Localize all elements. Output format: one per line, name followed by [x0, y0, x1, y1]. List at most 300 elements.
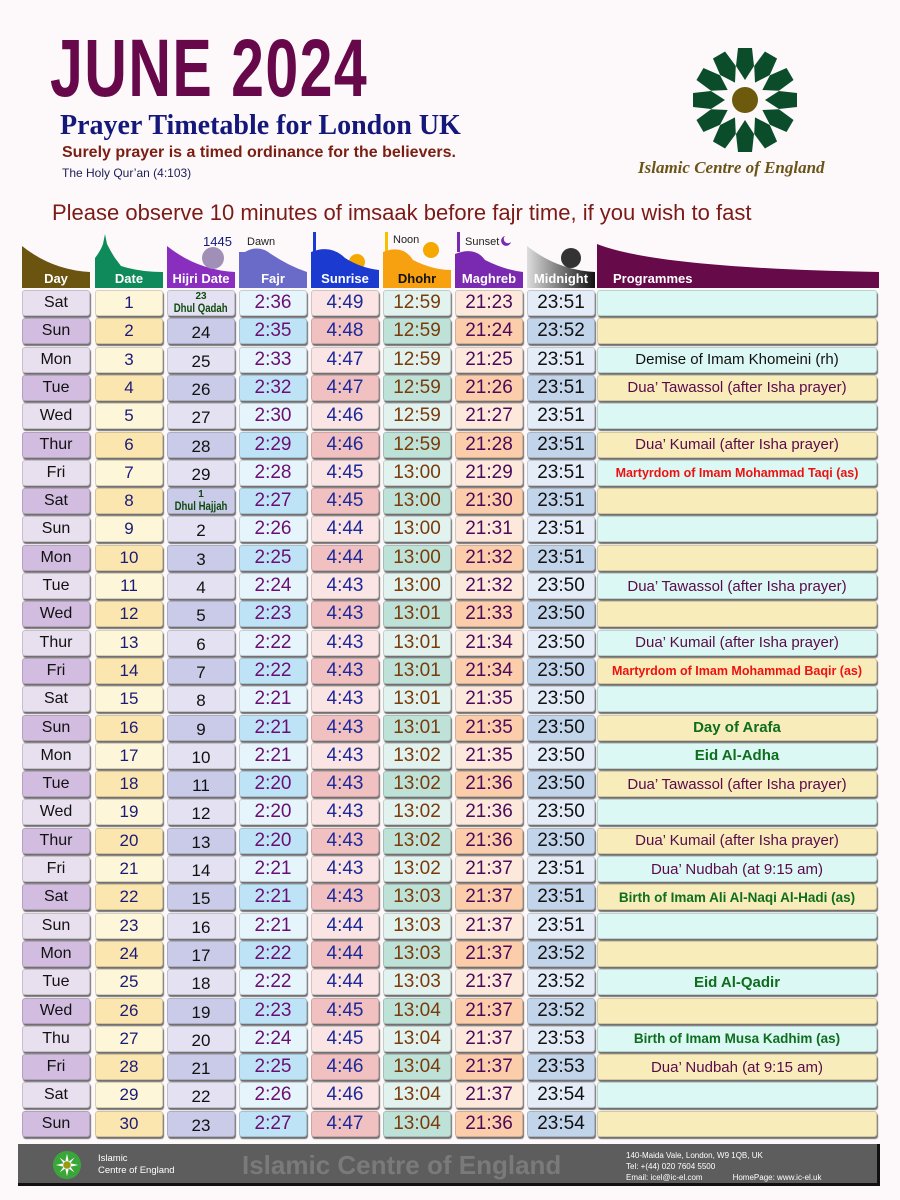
fajr-time: 2:36 [239, 290, 307, 316]
maghreb-time: 21:30 [455, 488, 523, 514]
footer-email[interactable]: Email: icel@ic-el.com [626, 1173, 703, 1182]
date-cell: 18 [95, 771, 163, 797]
maghreb-time: 21:35 [455, 686, 523, 712]
sunrise-time: 4:47 [311, 375, 379, 401]
date-cell: 7 [95, 460, 163, 486]
sunrise-time: 4:45 [311, 998, 379, 1024]
dhohr-time: 13:02 [383, 743, 451, 769]
hijri-day: 23 [195, 291, 207, 302]
midnight-time: 23:51 [527, 432, 595, 458]
table-row [22, 545, 882, 573]
sunrise-time: 4:43 [311, 658, 379, 684]
maghreb-time: 21:36 [455, 771, 523, 797]
sunrise-time: 4:44 [311, 913, 379, 939]
date-cell: 20 [95, 828, 163, 854]
dhohr-time: 13:00 [383, 573, 451, 599]
table-row [22, 375, 882, 403]
hijri-cell: 20 [167, 1026, 235, 1052]
day-cell: Mon [22, 545, 90, 571]
programme-cell [597, 1082, 877, 1108]
page-subtitle: Prayer Timetable for London UK [60, 110, 461, 141]
sunrise-time: 4:43 [311, 884, 379, 910]
fajr-time: 2:29 [239, 432, 307, 458]
footer-homepage[interactable]: HomePage: www.ic-el.uk [732, 1173, 822, 1182]
programme-cell [597, 516, 877, 542]
programme-cell: Eid Al-Adha [597, 743, 877, 769]
hijri-cell: 6 [167, 630, 235, 656]
date-cell: 9 [95, 516, 163, 542]
maghreb-time: 21:34 [455, 630, 523, 656]
midnight-time: 23:50 [527, 828, 595, 854]
midnight-time: 23:52 [527, 998, 595, 1024]
table-row [22, 799, 882, 827]
header-date: Date [95, 232, 163, 288]
sunrise-time: 4:45 [311, 488, 379, 514]
dhohr-time: 12:59 [383, 290, 451, 316]
maghreb-time: 21:32 [455, 545, 523, 571]
programme-cell: Eid Al-Qadir [597, 969, 877, 995]
table-row [22, 488, 882, 516]
fajr-time: 2:22 [239, 969, 307, 995]
programme-cell: Day of Arafa [597, 715, 877, 741]
day-cell: Sun [22, 318, 90, 344]
table-row [22, 941, 882, 969]
day-cell: Wed [22, 998, 90, 1024]
date-cell: 10 [95, 545, 163, 571]
date-cell: 12 [95, 601, 163, 627]
midnight-time: 23:50 [527, 658, 595, 684]
maghreb-time: 21:37 [455, 1082, 523, 1108]
maghreb-time: 21:37 [455, 998, 523, 1024]
sunrise-time: 4:43 [311, 686, 379, 712]
sunrise-time: 4:43 [311, 743, 379, 769]
sunrise-time: 4:43 [311, 601, 379, 627]
hijri-cell: 27 [167, 403, 235, 429]
fajr-time: 2:30 [239, 403, 307, 429]
dhohr-time: 13:02 [383, 856, 451, 882]
midnight-time: 23:50 [527, 715, 595, 741]
fajr-time: 2:21 [239, 715, 307, 741]
date-cell: 5 [95, 403, 163, 429]
table-row [22, 630, 882, 658]
maghreb-time: 21:36 [455, 799, 523, 825]
table-row [22, 1111, 882, 1139]
maghreb-time: 21:37 [455, 856, 523, 882]
header-sunrise: Sunrise [311, 232, 379, 288]
midnight-time: 23:50 [527, 686, 595, 712]
day-cell: Thur [22, 828, 90, 854]
midnight-time: 23:50 [527, 743, 595, 769]
day-cell: Wed [22, 403, 90, 429]
footer-logo-icon [52, 1150, 82, 1180]
fajr-time: 2:21 [239, 743, 307, 769]
sunrise-time: 4:48 [311, 318, 379, 344]
date-cell: 1 [95, 290, 163, 316]
dhohr-time: 13:03 [383, 884, 451, 910]
maghreb-time: 21:37 [455, 969, 523, 995]
dhohr-time: 12:59 [383, 432, 451, 458]
header-dhohr: Noon Dhohr [383, 232, 451, 288]
hijri-cell: 14 [167, 856, 235, 882]
maghreb-time: 21:37 [455, 941, 523, 967]
fajr-time: 2:26 [239, 516, 307, 542]
day-cell: Fri [22, 460, 90, 486]
imsaak-notice: Please observe 10 minutes of imsaak before fajr time, if you wish to fast [52, 200, 752, 225]
programme-cell: Martyrdom of Imam Mohammad Taqi (as) [597, 460, 877, 486]
date-cell: 28 [95, 1054, 163, 1080]
midnight-time: 23:51 [527, 856, 595, 882]
hijri-cell: 13 [167, 828, 235, 854]
midnight-time: 23:54 [527, 1111, 595, 1137]
day-cell: Mon [22, 743, 90, 769]
midnight-time: 23:51 [527, 403, 595, 429]
date-cell: 24 [95, 941, 163, 967]
hijri-cell: 5 [167, 601, 235, 627]
hijri-month: Dhul Hajjah [174, 499, 228, 514]
date-cell: 23 [95, 913, 163, 939]
day-cell: Fri [22, 1054, 90, 1080]
day-cell: Mon [22, 347, 90, 373]
maghreb-time: 21:35 [455, 743, 523, 769]
hijri-cell: 16 [167, 913, 235, 939]
fajr-time: 2:24 [239, 1026, 307, 1052]
dhohr-time: 13:04 [383, 998, 451, 1024]
midnight-time: 23:50 [527, 799, 595, 825]
day-cell: Thu [22, 1026, 90, 1052]
day-cell: Wed [22, 601, 90, 627]
dhohr-time: 13:03 [383, 941, 451, 967]
date-cell: 22 [95, 884, 163, 910]
sunrise-time: 4:47 [311, 347, 379, 373]
date-cell: 30 [95, 1111, 163, 1137]
programme-cell: Dua’ Tawassol (after Isha prayer) [597, 573, 877, 599]
programme-cell [597, 601, 877, 627]
dhohr-time: 13:01 [383, 658, 451, 684]
footer-org-name: Islamic Centre of England [98, 1153, 175, 1176]
header-midnight: Midnight [527, 232, 595, 288]
fajr-time: 2:21 [239, 884, 307, 910]
sunrise-time: 4:43 [311, 715, 379, 741]
maghreb-time: 21:37 [455, 884, 523, 910]
programme-cell: Birth of Imam Ali Al-Naqi Al-Hadi (as) [597, 884, 877, 910]
date-cell: 16 [95, 715, 163, 741]
day-cell: Sun [22, 1111, 90, 1137]
hijri-cell: 23 [167, 1111, 235, 1137]
sunrise-time: 4:44 [311, 545, 379, 571]
page-title: JUNE 2024 [50, 23, 369, 114]
hijri-cell: 29 [167, 460, 235, 486]
sunrise-time: 4:43 [311, 799, 379, 825]
sunrise-time: 4:49 [311, 290, 379, 316]
fajr-time: 2:22 [239, 941, 307, 967]
day-cell: Tue [22, 771, 90, 797]
sunrise-time: 4:44 [311, 941, 379, 967]
fajr-time: 2:20 [239, 828, 307, 854]
fajr-time: 2:28 [239, 460, 307, 486]
date-cell: 29 [95, 1082, 163, 1108]
dhohr-time: 13:04 [383, 1111, 451, 1137]
programme-cell: Dua’ Kumail (after Isha prayer) [597, 828, 877, 854]
programme-cell: Demise of Imam Khomeini (rh) [597, 347, 877, 373]
table-row [22, 828, 882, 856]
header-hijri: 1445 Hijri Date [167, 232, 235, 288]
maghreb-time: 21:28 [455, 432, 523, 458]
table-row [22, 969, 882, 997]
hijri-cell: 9 [167, 715, 235, 741]
sunrise-time: 4:44 [311, 969, 379, 995]
dhohr-time: 13:00 [383, 488, 451, 514]
hijri-cell: 17 [167, 941, 235, 967]
fajr-time: 2:27 [239, 1111, 307, 1137]
table-row [22, 913, 882, 941]
programme-cell: Dua’ Kumail (after Isha prayer) [597, 432, 877, 458]
footer-contact [626, 1150, 822, 1183]
dhohr-time: 12:59 [383, 403, 451, 429]
quran-reference: The Holy Qur’an (4:103) [62, 166, 192, 180]
programme-cell: Dua’ Nudbah (at 9:15 am) [597, 1054, 877, 1080]
midnight-time: 23:54 [527, 1082, 595, 1108]
sunrise-time: 4:47 [311, 1111, 379, 1137]
table-row [22, 771, 882, 799]
programme-cell [597, 545, 877, 571]
table-row [22, 1082, 882, 1110]
programme-cell [597, 290, 877, 316]
maghreb-time: 21:23 [455, 290, 523, 316]
maghreb-time: 21:37 [455, 1054, 523, 1080]
maghreb-time: 21:34 [455, 658, 523, 684]
table-row [22, 743, 882, 771]
hijri-cell: 2 [167, 516, 235, 542]
table-row [22, 290, 882, 318]
header-maghreb: Sunset Maghreb [455, 232, 523, 288]
midnight-time: 23:50 [527, 630, 595, 656]
hijri-cell: 25 [167, 347, 235, 373]
date-cell: 27 [95, 1026, 163, 1052]
quran-quote: Surely prayer is a timed ordinance for the believers. [62, 144, 456, 161]
hijri-cell: 12 [167, 799, 235, 825]
sunrise-time: 4:44 [311, 516, 379, 542]
maghreb-time: 21:32 [455, 573, 523, 599]
midnight-time: 23:51 [527, 516, 595, 542]
programme-cell: Dua’ Nudbah (at 9:15 am) [597, 856, 877, 882]
midnight-time: 23:51 [527, 488, 595, 514]
dhohr-time: 13:02 [383, 828, 451, 854]
programme-cell [597, 1111, 877, 1137]
hijri-cell: 7 [167, 658, 235, 684]
programme-cell: Dua’ Kumail (after Isha prayer) [597, 630, 877, 656]
day-cell: Thur [22, 432, 90, 458]
dhohr-time: 12:59 [383, 375, 451, 401]
dhohr-time: 12:59 [383, 347, 451, 373]
day-cell: Sun [22, 715, 90, 741]
maghreb-time: 21:25 [455, 347, 523, 373]
midnight-time: 23:52 [527, 318, 595, 344]
maghreb-time: 21:26 [455, 375, 523, 401]
table-row [22, 347, 882, 375]
maghreb-time: 21:27 [455, 403, 523, 429]
hijri-cell: 4 [167, 573, 235, 599]
programme-cell: Birth of Imam Musa Kadhim (as) [597, 1026, 877, 1052]
table-row [22, 658, 882, 686]
table-row [22, 403, 882, 431]
hijri-cell: 28 [167, 432, 235, 458]
hijri-cell: 24 [167, 318, 235, 344]
date-cell: 3 [95, 347, 163, 373]
sunrise-time: 4:45 [311, 460, 379, 486]
date-cell: 26 [95, 998, 163, 1024]
dhohr-time: 13:02 [383, 771, 451, 797]
maghreb-time: 21:29 [455, 460, 523, 486]
date-cell: 14 [95, 658, 163, 684]
fajr-time: 2:21 [239, 856, 307, 882]
midnight-time: 23:51 [527, 347, 595, 373]
fajr-time: 2:24 [239, 573, 307, 599]
table-row [22, 1026, 882, 1054]
fajr-time: 2:21 [239, 686, 307, 712]
fajr-time: 2:22 [239, 658, 307, 684]
day-cell: Sun [22, 516, 90, 542]
table-row [22, 686, 882, 714]
date-cell: 19 [95, 799, 163, 825]
midnight-time: 23:53 [527, 1054, 595, 1080]
dhohr-time: 13:00 [383, 545, 451, 571]
day-cell: Tue [22, 573, 90, 599]
hijri-cell: 8 [167, 686, 235, 712]
date-cell: 2 [95, 318, 163, 344]
fajr-time: 2:26 [239, 1082, 307, 1108]
maghreb-time: 21:36 [455, 828, 523, 854]
programme-cell [597, 488, 877, 514]
table-row [22, 998, 882, 1026]
logo-text: Islamic Centre of England [638, 158, 825, 177]
day-cell: Tue [22, 375, 90, 401]
midnight-time: 23:51 [527, 460, 595, 486]
hijri-day: 1 [198, 489, 204, 501]
day-cell: Sat [22, 290, 90, 316]
date-cell: 25 [95, 969, 163, 995]
table-row [22, 856, 882, 884]
fajr-time: 2:20 [239, 771, 307, 797]
maghreb-time: 21:31 [455, 516, 523, 542]
date-cell: 15 [95, 686, 163, 712]
fajr-time: 2:25 [239, 545, 307, 571]
hijri-cell [167, 488, 235, 514]
islamic-centre-logo-icon [685, 40, 805, 160]
programme-cell [597, 403, 877, 429]
hijri-cell: 11 [167, 771, 235, 797]
midnight-time: 23:51 [527, 290, 595, 316]
footer-banner-text: Islamic Centre of England [242, 1150, 562, 1180]
day-cell: Sat [22, 686, 90, 712]
table-row [22, 601, 882, 629]
maghreb-time: 21:33 [455, 601, 523, 627]
hijri-cell: 22 [167, 1082, 235, 1108]
hijri-cell: 18 [167, 969, 235, 995]
hijri-cell: 3 [167, 545, 235, 571]
midnight-time: 23:50 [527, 601, 595, 627]
midnight-time: 23:51 [527, 545, 595, 571]
day-cell: Fri [22, 856, 90, 882]
day-cell: Thur [22, 630, 90, 656]
dhohr-time: 13:01 [383, 715, 451, 741]
dhohr-time: 13:02 [383, 799, 451, 825]
maghreb-time: 21:37 [455, 913, 523, 939]
dhohr-time: 13:03 [383, 969, 451, 995]
day-cell: Fri [22, 658, 90, 684]
midnight-time: 23:50 [527, 573, 595, 599]
day-cell: Mon [22, 941, 90, 967]
table-row [22, 715, 882, 743]
programme-cell [597, 686, 877, 712]
dhohr-time: 13:04 [383, 1082, 451, 1108]
date-cell: 11 [95, 573, 163, 599]
fajr-time: 2:27 [239, 488, 307, 514]
sunrise-time: 4:43 [311, 856, 379, 882]
maghreb-time: 21:37 [455, 1026, 523, 1052]
midnight-time: 23:52 [527, 969, 595, 995]
day-cell: Sat [22, 1082, 90, 1108]
maghreb-time: 21:24 [455, 318, 523, 344]
fajr-time: 2:33 [239, 347, 307, 373]
programme-cell: Martyrdom of Imam Mohammad Baqir (as) [597, 658, 877, 684]
header-programmes: Programmes [597, 232, 879, 288]
midnight-time: 23:51 [527, 375, 595, 401]
sunrise-time: 4:45 [311, 1026, 379, 1052]
day-cell: Sun [22, 913, 90, 939]
fajr-time: 2:32 [239, 375, 307, 401]
table-row [22, 573, 882, 601]
sunrise-time: 4:46 [311, 1082, 379, 1108]
programme-cell [597, 913, 877, 939]
hijri-cell: 26 [167, 375, 235, 401]
sunrise-time: 4:43 [311, 630, 379, 656]
table-row [22, 432, 882, 460]
hijri-cell: 15 [167, 884, 235, 910]
maghreb-time: 21:36 [455, 1111, 523, 1137]
programme-cell: Dua’ Tawassol (after Isha prayer) [597, 375, 877, 401]
date-cell: 4 [95, 375, 163, 401]
hijri-cell [167, 290, 235, 316]
dhohr-time: 13:03 [383, 913, 451, 939]
table-row [22, 460, 882, 488]
table-row [22, 884, 882, 912]
programme-cell [597, 318, 877, 344]
programme-cell [597, 941, 877, 967]
sunrise-time: 4:43 [311, 573, 379, 599]
footer-banner [18, 1144, 880, 1186]
fajr-time: 2:21 [239, 913, 307, 939]
midnight-time: 23:53 [527, 1026, 595, 1052]
fajr-time: 2:23 [239, 601, 307, 627]
dhohr-time: 13:01 [383, 630, 451, 656]
midnight-time: 23:50 [527, 771, 595, 797]
date-cell: 6 [95, 432, 163, 458]
table-row [22, 1054, 882, 1082]
hijri-month: Dhul Qadah [174, 301, 228, 315]
hijri-cell: 21 [167, 1054, 235, 1080]
midnight-time: 23:52 [527, 941, 595, 967]
sunrise-time: 4:43 [311, 828, 379, 854]
day-cell: Sat [22, 884, 90, 910]
date-cell: 8 [95, 488, 163, 514]
midnight-time: 23:51 [527, 884, 595, 910]
fajr-time: 2:25 [239, 1054, 307, 1080]
dhohr-time: 13:01 [383, 686, 451, 712]
date-cell: 21 [95, 856, 163, 882]
day-cell: Sat [22, 488, 90, 514]
fajr-time: 2:23 [239, 998, 307, 1024]
date-cell: 13 [95, 630, 163, 656]
